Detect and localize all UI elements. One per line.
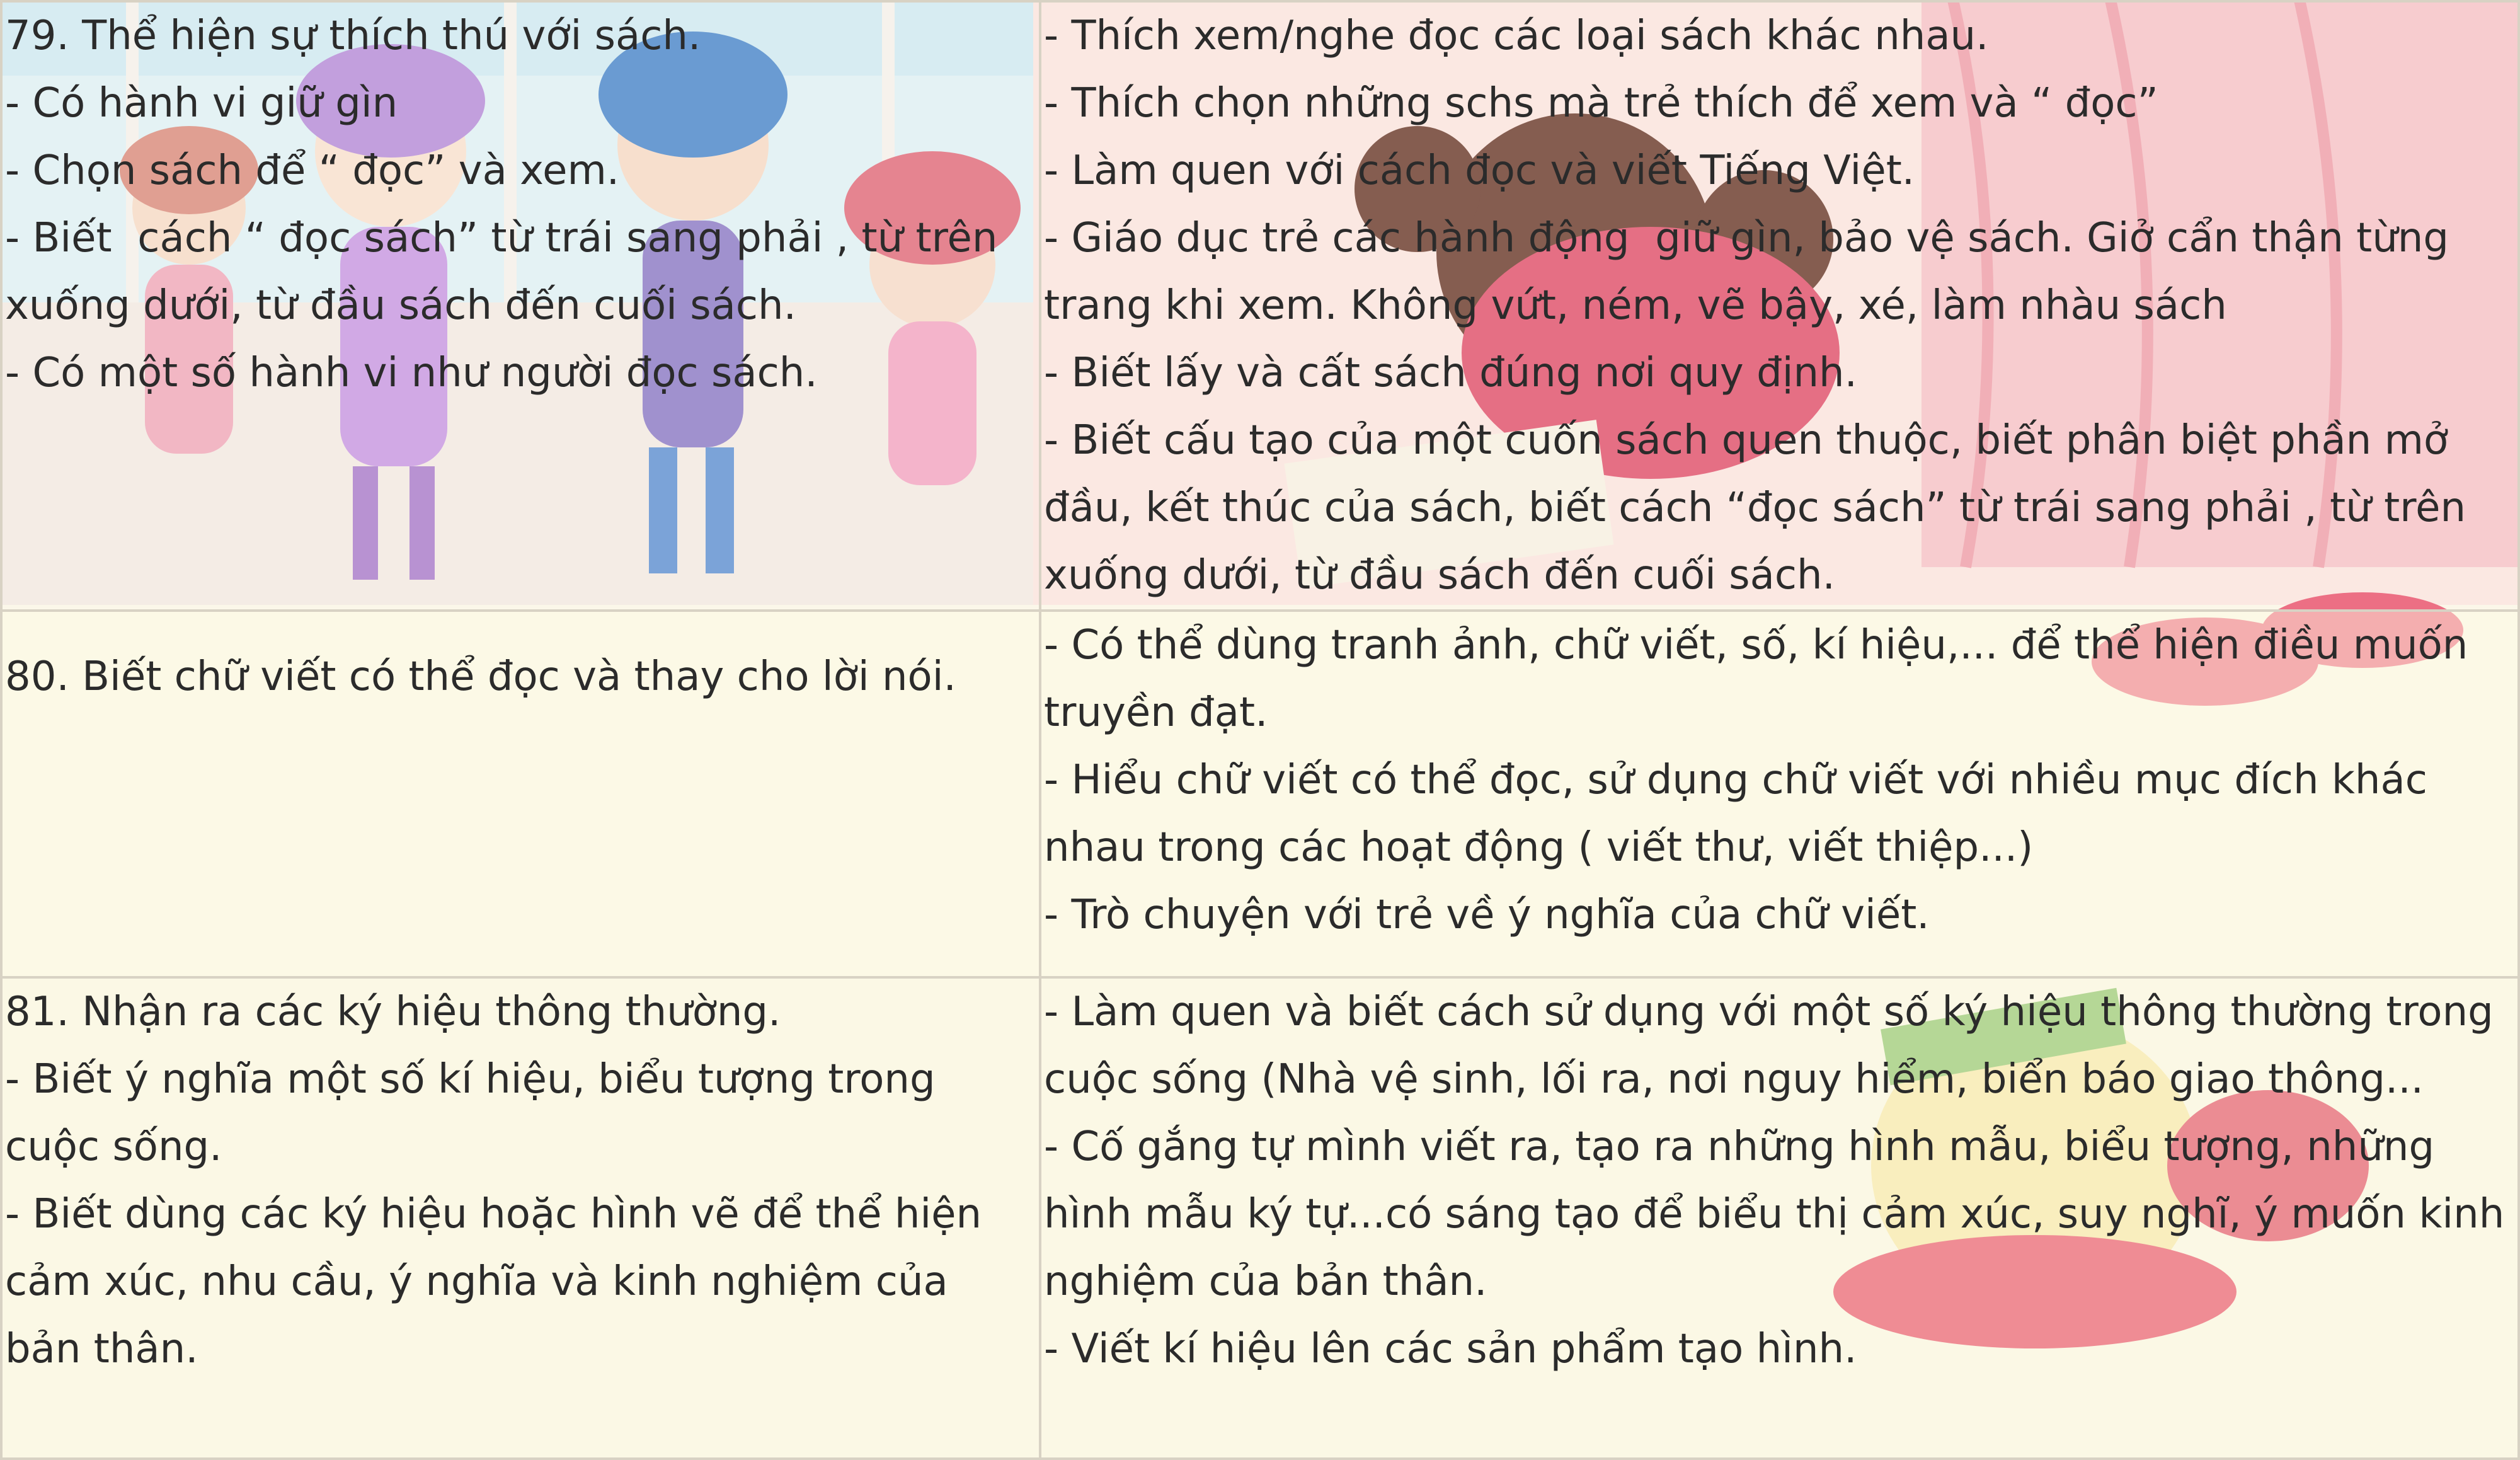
- table-row: [1, 1, 2519, 611]
- text-line: 81. Nhận ra các ký hiệu thông thường.: [5, 989, 781, 1035]
- text-line: - Làm quen và biết cách sử dụng với một số ký hiệu thông thường trong cuộc sống (Nhà vệ sinh, lối ra, nơi nguy hiểm, biển báo giao thông...: [1044, 989, 2507, 1103]
- text-line: - Trò chuyện với trẻ về ý nghĩa của chữ viết.: [1044, 892, 1930, 938]
- text-line: - Biết ý nghĩa một số kí hiệu, biểu tượng trong cuộc sống.: [5, 1056, 948, 1170]
- text-line: - Viết kí hiệu lên các sản phẩm tạo hình.: [1044, 1326, 1857, 1372]
- text-line: - Hiểu chữ viết có thể đọc, sử dụng chữ viết với nhiều mục đích khác nhau trong các hoạt động ( viết thư, viết thiệp...): [1044, 757, 2441, 871]
- text-line: - Biết cách “ đọc sách” từ trái sang phải , từ trên xuống dưới, từ đầu sách đến cuối sách.: [5, 215, 1011, 329]
- text-line: - Thích xem/nghe đọc các loại sách khác nhau.: [1044, 13, 1989, 59]
- text-line: - Có một số hành vi như người đọc sách.: [5, 350, 818, 396]
- content-cell: [1040, 1, 2519, 611]
- criteria-cell: [1, 1, 1040, 611]
- text-line: 79. Thể hiện sự thích thú với sách.: [5, 13, 701, 59]
- content-cell: [1040, 977, 2519, 1459]
- text-line: - Biết lấy và cất sách đúng nơi quy định.: [1044, 350, 1857, 396]
- criteria-cell: [1, 611, 1040, 977]
- text-line: - Có hành vi giữ gìn: [5, 80, 398, 127]
- content-cell: [1040, 611, 2519, 977]
- text-line: - Chọn sách để “ đọc” và xem.: [5, 147, 620, 194]
- table-row: [1, 977, 2519, 1459]
- text-line: - Biết cấu tạo của một cuốn sách quen thuộc, biết phân biệt phần mở đầu, kết thúc của sách, biết cách “đọc sách” từ trái sang phải , từ trên xuống dưới, từ đầu sách đến cuối sách.: [1044, 417, 2479, 599]
- table-row: [1, 611, 2519, 977]
- text-line: - Thích chọn những schs mà trẻ thích để xem và “ đọc”: [1044, 80, 2158, 127]
- text-line: - Làm quen với cách đọc và viết Tiếng Việt.: [1044, 147, 1915, 194]
- text-line: - Cố gắng tự mình viết ra, tạo ra những hình mẫu, biểu tượng, những hình mẫu ký tự...có sáng tạo để biểu thị cảm xúc, suy nghĩ, ý muốn kinh nghiệm của bản thân.: [1044, 1124, 2517, 1305]
- text-line: - Có thể dùng tranh ảnh, chữ viết, số, kí hiệu,... để thể hiện điều muốn truyền đạt.: [1044, 622, 2481, 736]
- text-line: - Biết dùng các ký hiệu hoặc hình vẽ để thể hiện cảm xúc, nhu cầu, ý nghĩa và kinh nghiệm của bản thân.: [5, 1191, 995, 1372]
- text-line: - Giáo dục trẻ các hành động giữ gìn, bảo vệ sách. Giở cẩn thận từng trang khi xem. Không vứt, ném, vẽ bậy, xé, làm nhàu sách: [1044, 215, 2462, 329]
- text-line: 80. Biết chữ viết có thể đọc và thay cho lời nói.: [5, 653, 956, 700]
- criteria-cell: [1, 977, 1040, 1459]
